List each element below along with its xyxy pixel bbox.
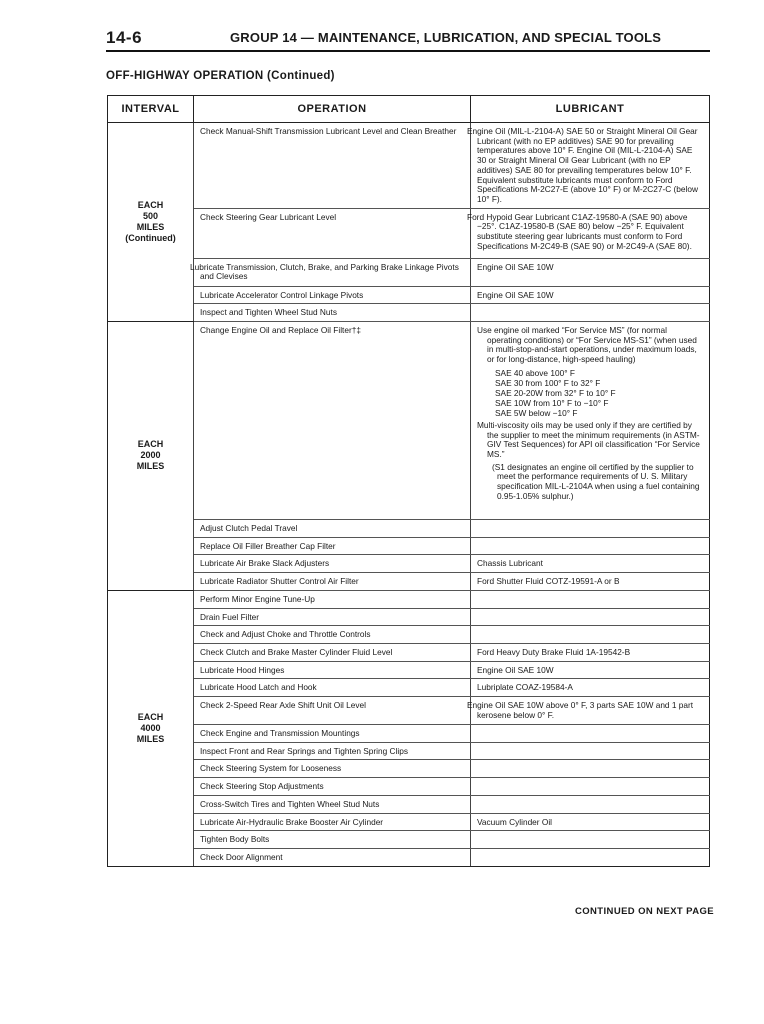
table-row	[108, 537, 710, 555]
lubricant-cell: Chassis Lubricant	[471, 555, 710, 573]
lubricant-cell	[471, 742, 710, 760]
lubricant-cell	[471, 831, 710, 849]
lubricant-cell: Ford Heavy Duty Brake Fluid 1A-19542-B	[471, 643, 710, 661]
interval-cell-500: EACH 500 MILES (Continued)	[108, 123, 194, 322]
table-row	[108, 831, 710, 849]
lubricant-cell	[471, 778, 710, 796]
operation-cell: Inspect Front and Rear Springs and Tighten Spring Clips	[194, 742, 471, 760]
table-row	[108, 778, 710, 796]
lubricant-cell	[471, 725, 710, 743]
table-row	[108, 725, 710, 743]
page-number: 14-6	[106, 28, 143, 47]
table-row	[108, 322, 710, 520]
operation-cell: Change Engine Oil and Replace Oil Filter†‡	[194, 322, 471, 520]
operation-cell: Replace Oil Filler Breather Cap Filter	[194, 537, 471, 555]
lubricant-cell	[471, 608, 710, 626]
lubricant-cell	[471, 848, 710, 866]
oil-grade: SAE 40 above 100° F	[495, 367, 575, 378]
table-row	[108, 520, 710, 538]
lubricant-cell: Lubriplate COAZ-19584-A	[471, 679, 710, 697]
lubricant-cell	[471, 537, 710, 555]
operation-header: OPERATION	[194, 96, 471, 123]
lubricant-cell	[471, 760, 710, 778]
continued-note: CONTINUED ON NEXT PAGE	[575, 906, 714, 917]
multi-viscosity-note: Multi-viscosity oils may be used only if they are certified by the supplier to meet the minimum requirements (in ASTM-GIV Test Sequences) for API oil classification “For Service MS.”	[477, 419, 700, 459]
oil-grade: SAE 30 from 100° F to 32° F	[495, 377, 601, 388]
operation-cell: Check Door Alignment	[194, 848, 471, 866]
operation-cell: Perform Minor Engine Tune-Up	[194, 590, 471, 608]
lubricant-cell: Engine Oil SAE 10W above 0° F, 3 parts SAE 10W and 1 part kerosene below 0° F.	[471, 697, 710, 725]
operation-cell: Drain Fuel Filter	[194, 608, 471, 626]
operation-cell: Check 2-Speed Rear Axle Shift Unit Oil Level	[194, 697, 471, 725]
lubricant-cell: Engine Oil SAE 10W	[471, 286, 710, 304]
section-title: OFF-HIGHWAY OPERATION (Continued)	[106, 70, 335, 82]
lubricant-cell	[471, 590, 710, 608]
operation-cell: Lubricate Hood Latch and Hook	[194, 679, 471, 697]
maintenance-table	[107, 95, 710, 867]
table-row	[108, 813, 710, 831]
table-row	[108, 590, 710, 608]
lubricant-cell	[471, 322, 710, 520]
table-row	[108, 286, 710, 304]
lubricant-cell	[471, 626, 710, 644]
table-header-row	[108, 96, 710, 123]
operation-cell: Lubricate Air Brake Slack Adjusters	[194, 555, 471, 573]
table-row	[108, 626, 710, 644]
oil-grade: SAE 20-20W from 32° F to 10° F	[495, 387, 616, 398]
table-row	[108, 573, 710, 591]
table-row	[108, 608, 710, 626]
lubricant-header: LUBRICANT	[471, 96, 710, 123]
table-row	[108, 760, 710, 778]
table-row	[108, 697, 710, 725]
table-row	[108, 555, 710, 573]
lubricant-cell	[471, 520, 710, 538]
operation-cell: Check Clutch and Brake Master Cylinder Fluid Level	[194, 643, 471, 661]
oil-intro: Use engine oil marked “For Service MS” (for normal operating conditions) or “For Service MS-S1” (when used in multi-stop-and-start operations, under maximum loads, or for long-distance, high-speed hauling)	[477, 325, 697, 365]
table-row	[108, 643, 710, 661]
operation-cell: Check Steering Gear Lubricant Level	[194, 208, 471, 258]
interval-cell-4000: EACH 4000 MILES	[108, 590, 194, 866]
s1-note: (S1 designates an engine oil certified by the supplier to meet the performance requirements of U. S. Military specification MIL-L-2104A when using a fuel containing 0.95-1.05% sulphur.)	[492, 461, 700, 501]
operation-cell: Lubricate Air-Hydraulic Brake Booster Air Cylinder	[194, 813, 471, 831]
table-row	[108, 208, 710, 258]
operation-cell: Inspect and Tighten Wheel Stud Nuts	[194, 304, 471, 322]
operation-cell: Lubricate Accelerator Control Linkage Pivots	[194, 286, 471, 304]
operation-cell: Check Steering Stop Adjustments	[194, 778, 471, 796]
table-row	[108, 123, 710, 209]
group-title: GROUP 14 — MAINTENANCE, LUBRICATION, AND SPECIAL TOOLS	[230, 30, 662, 45]
table-row	[108, 304, 710, 322]
table-row	[108, 742, 710, 760]
lubricant-cell: Engine Oil SAE 10W	[471, 661, 710, 679]
operation-cell: Check Manual-Shift Transmission Lubricant Level and Clean Breather	[194, 123, 471, 209]
operation-cell: Adjust Clutch Pedal Travel	[194, 520, 471, 538]
table-row	[108, 848, 710, 866]
operation-cell: Check Steering System for Looseness	[194, 760, 471, 778]
operation-cell: Tighten Body Bolts	[194, 831, 471, 849]
interval-header: INTERVAL	[108, 96, 194, 123]
operation-cell: Lubricate Radiator Shutter Control Air Filter	[194, 573, 471, 591]
table-row	[108, 661, 710, 679]
page-header	[106, 28, 710, 52]
operation-cell: Check Engine and Transmission Mountings	[194, 725, 471, 743]
lubricant-cell: Ford Hypoid Gear Lubricant C1AZ-19580-A (SAE 90) above −25°. C1AZ-19580-B (SAE 80) below −25° F. Equivalent substitute steering gear lubricants must conform to Ford Specifications M-2C49-B (SAE 90) or M-2C49-A (SAE 80).	[471, 208, 710, 258]
operation-cell: Lubricate Transmission, Clutch, Brake, and Parking Brake Linkage Pivots and Clevises	[194, 258, 471, 286]
operation-cell: Cross-Switch Tires and Tighten Wheel Stud Nuts	[194, 795, 471, 813]
table-row	[108, 258, 710, 286]
oil-grade: SAE 5W below −10° F	[495, 407, 578, 418]
interval-cell-2000: EACH 2000 MILES	[108, 322, 194, 591]
operation-cell: Lubricate Hood Hinges	[194, 661, 471, 679]
lubricant-cell: Ford Shutter Fluid COTZ-19591-A or B	[471, 573, 710, 591]
lubricant-cell: Vacuum Cylinder Oil	[471, 813, 710, 831]
operation-cell: Check and Adjust Choke and Throttle Controls	[194, 626, 471, 644]
table-row	[108, 795, 710, 813]
lubricant-cell	[471, 795, 710, 813]
oil-grade: SAE 10W from 10° F to −10° F	[495, 397, 609, 408]
lubricant-cell	[471, 304, 710, 322]
lubricant-cell: Engine Oil (MIL-L-2104-A) SAE 50 or Straight Mineral Oil Gear Lubricant (with no EP additives) SAE 90 for prevailing temperatures above 10° F. Engine Oil (MIL-L-2104-A) SAE 30 or Straight Mineral Oil Gear Lubricant (with no EP additives) SAE 80 for prevailing temperatures below 10° F. Equivalent substitute lubricants must conform to Ford Specifications M-2C27-E (above 10° F) or M-2C27-C (below 10° F).	[471, 123, 710, 209]
table-row	[108, 679, 710, 697]
lubricant-cell: Engine Oil SAE 10W	[471, 258, 710, 286]
